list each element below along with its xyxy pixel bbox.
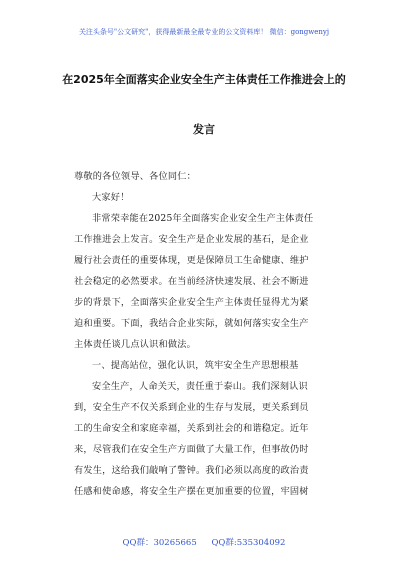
- document-title-line-1: 在2025年全面落实企业安全生产主体责任工作推进会上的: [62, 73, 346, 86]
- body-line: 主体责任谈几点认识和做法。: [74, 339, 197, 350]
- body-line: 来，尽管我们在安全生产方面做了大量工作，但事故仍时: [74, 444, 309, 455]
- header-note: 关注头条号"公文研究"，获得最新最全最专业的公文资料库！ 微信：gongwenyj: [78, 28, 330, 36]
- document-title-line-2: 发言: [193, 123, 215, 136]
- section-heading: 一、提高站位，强化认识，筑牢安全生产思想根基: [92, 360, 299, 371]
- body-line: 工的生命安全和家庭幸福，关系到社会的和谐稳定。近年: [74, 423, 309, 434]
- body-line: 非常荣幸能在2025年全面落实企业安全生产主体责任: [92, 213, 314, 224]
- greeting: 大家好！: [92, 192, 130, 203]
- footer-contacts: [0, 536, 408, 548]
- body-line: 任感和使命感，将安全生产摆在更加重要的位置，牢固树: [74, 486, 309, 497]
- body-line: 步的背景下，全面落实企业安全生产主体责任显得尤为紧: [74, 297, 309, 308]
- body-line: 到，安全生产不仅关系到企业的生存与发展，更关系到员: [74, 402, 309, 413]
- body-line: 有发生，这给我们敲响了警钟。我们必须以高度的政治责: [74, 465, 309, 476]
- body-line: 迫和重要。下面，我结合企业实际，就如何落实安全生产: [74, 318, 309, 329]
- body-line: 履行社会责任的重要体现，更是保障员工生命健康、维护: [74, 255, 309, 266]
- document-body: [74, 166, 338, 502]
- body-line: 安全生产，人命关天，责任重于泰山。我们深刻认识: [92, 381, 308, 392]
- footer-qq-group-1: QQ群：30265665: [122, 538, 197, 548]
- footer-qq-group-2: QQ群:535304092: [211, 538, 286, 548]
- salutation: 尊敬的各位领导、各位同仁：: [74, 171, 197, 182]
- body-line: 社会稳定的必然要求。在当前经济快速发展、社会不断进: [74, 276, 309, 287]
- body-line: 工作推进会上发言。安全生产是企业发展的基石，是企业: [74, 234, 309, 245]
